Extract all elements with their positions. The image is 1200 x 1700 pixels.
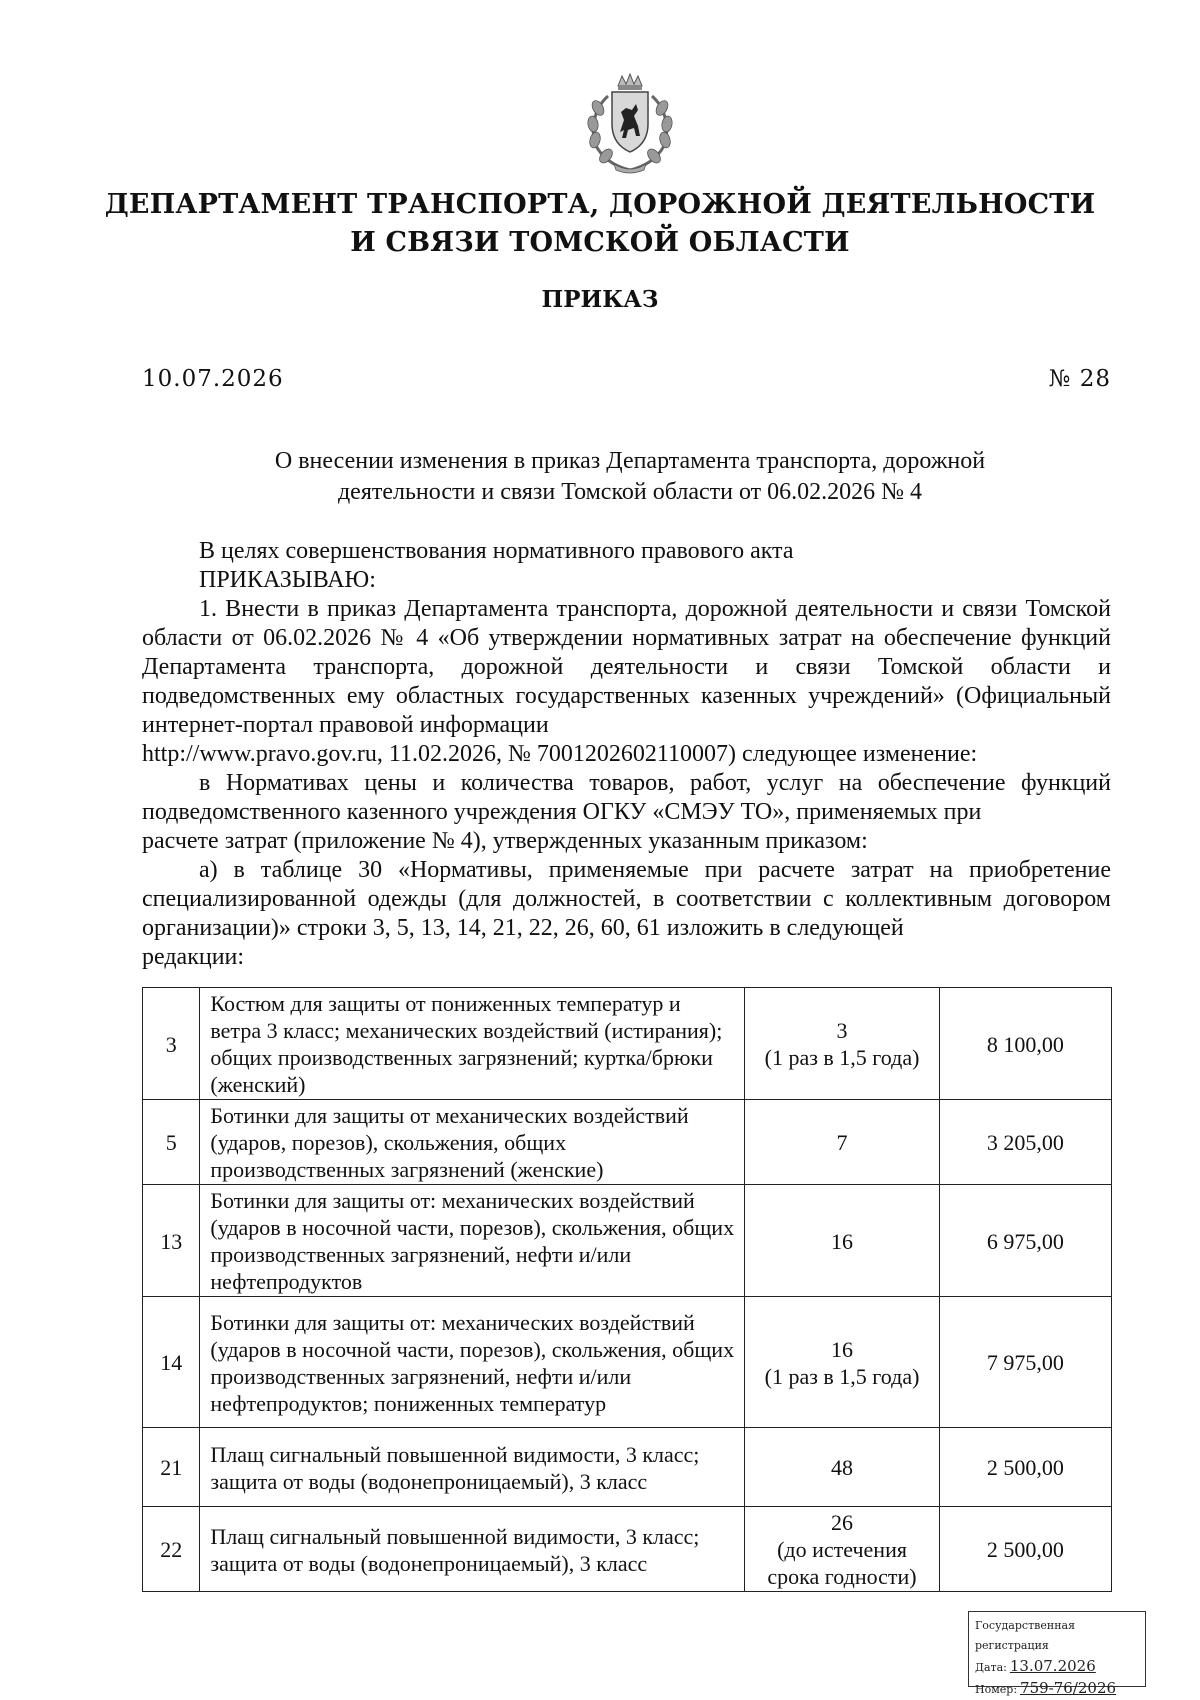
item-price: 6 975,00 — [939, 1185, 1111, 1297]
subject-line2: деятельности и связи Томской области от 06.02.2026 № 4 — [337, 479, 923, 505]
quantity-value: 3 — [836, 1018, 848, 1043]
item-name: Плащ сигнальный повышенной видимости, 3 класс; защита от воды (водонепроницаемый), 3 класс — [200, 1507, 745, 1592]
item1-last-line: http://www.pravo.gov.ru, 11.02.2026, № 7001202602110007) следующее изменение: — [142, 741, 978, 767]
item-price: 3 205,00 — [939, 1100, 1111, 1185]
item-name: Ботинки для защиты от механических воздействий (ударов, порезов), скольжения, общих производственных загрязнений (женские) — [200, 1100, 745, 1185]
item-quantity — [745, 1428, 939, 1507]
quantity-value: 7 — [836, 1130, 848, 1155]
norms-last-line: расчете затрат (приложение № 4), утвержденных указанным приказом: — [142, 828, 868, 854]
table-row — [143, 1185, 1112, 1297]
document-type: ПРИКАЗ — [541, 286, 659, 313]
item-name: Ботинки для защиты от: механических воздействий (ударов в носочной части, порезов), скольжения, общих производственных загрязнений, нефти и/или нефтепродуктов — [200, 1185, 745, 1297]
quantity-value: 26 — [831, 1510, 854, 1535]
norms-paragraph — [142, 769, 1111, 827]
department-title-line1: ДЕПАРТАМЕНТ ТРАНСПОРТА, ДОРОЖНОЙ ДЕЯТЕЛЬНОСТИ — [104, 189, 1096, 220]
item-quantity — [745, 988, 939, 1100]
item-price: 2 500,00 — [939, 1428, 1111, 1507]
registration-number-label: Номер: — [975, 1683, 1018, 1696]
item-quantity — [745, 1185, 939, 1297]
item1-text: 1. Внести в приказ Департамента транспорта, дорожной деятельности и связи Томской области от 06.02.2026 № 4 «Об утверждении нормативных затрат на обеспечение функций Департамента транспорта, дорожной деятельности и связи Томской области и подведомственных ему областных государственных казенных учреждений» (Официальный интернет-портал правовой информации — [142, 596, 1111, 738]
tomsk-region-coat-of-arms-icon — [574, 72, 686, 176]
quantity-value: 16 — [831, 1228, 854, 1254]
table30-text: а) в таблице 30 «Нормативы, применяемые при расчете затрат на приобретение специализированной одежды (для должностей, в соответствии с коллективным договором организации)» строки 3, 5, 13, 14, 21, 22, 26, 60, 61 изложить в следующей — [142, 857, 1111, 941]
order-subject — [200, 446, 1060, 508]
row-number: 5 — [143, 1100, 200, 1185]
item-quantity — [745, 1297, 939, 1428]
item-price: 2 500,00 — [939, 1507, 1111, 1592]
table-row — [143, 988, 1112, 1100]
registration-date-line — [975, 1656, 1139, 1678]
registration-date-value: 13.07.2026 — [1009, 1657, 1096, 1675]
row-number: 21 — [143, 1428, 200, 1507]
table-row — [143, 1507, 1112, 1592]
item-quantity — [745, 1100, 939, 1185]
quantity-value: 16 — [831, 1336, 854, 1362]
quantity-note: (1 раз в 1,5 года) — [764, 1045, 920, 1070]
row-number: 13 — [143, 1185, 200, 1297]
table30-paragraph — [142, 856, 1111, 943]
date-number-line — [142, 366, 1111, 392]
table-row — [143, 1100, 1112, 1185]
order-date: 10.07.2026 — [142, 366, 284, 392]
coat-of-arms-emblem — [574, 72, 686, 176]
item-name: Плащ сигнальный повышенной видимости, 3 класс; защита от воды (водонепроницаемый), 3 класс — [200, 1428, 745, 1507]
item1-paragraph — [142, 595, 1111, 740]
norms-table — [142, 987, 1112, 1592]
quantity-value: 48 — [831, 1455, 854, 1480]
table30-last-line: редакции: — [142, 944, 245, 970]
quantity-note: (1 раз в 1,5 года) — [764, 1363, 920, 1389]
table-row — [143, 1297, 1112, 1428]
item-quantity — [745, 1507, 939, 1592]
row-number: 3 — [143, 988, 200, 1100]
table-row — [143, 1428, 1112, 1507]
row-number: 14 — [143, 1297, 200, 1428]
intro-paragraph: В целях совершенствования нормативного правового акта — [199, 538, 794, 564]
registration-number-value: 759-76/2026 — [1020, 1679, 1117, 1697]
order-word: ПРИКАЗЫВАЮ: — [199, 567, 376, 593]
row-number: 22 — [143, 1507, 200, 1592]
registration-date-label: Дата: — [975, 1661, 1007, 1674]
department-title-line2: И СВЯЗИ ТОМСКОЙ ОБЛАСТИ — [350, 227, 850, 258]
registration-title: Государственная регистрация — [975, 1619, 1076, 1652]
order-body — [142, 537, 1111, 972]
department-title — [0, 186, 1200, 262]
norms-text: в Нормативах цены и количества товаров, работ, услуг на обеспечение функций подведомственного казенного учреждения ОГКУ «СМЭУ ТО», применяемых при — [142, 770, 1111, 825]
item-price: 7 975,00 — [939, 1297, 1111, 1428]
quantity-note: (до истечения срока годности) — [767, 1537, 917, 1589]
registration-stamp — [968, 1611, 1146, 1697]
order-number: № 28 — [1048, 366, 1111, 392]
item-name: Костюм для защиты от пониженных температур и ветра 3 класс; механических воздействий (истирания); общих производственных загрязнений; куртка/брюки (женский) — [200, 988, 745, 1100]
item-name: Ботинки для защиты от: механических воздействий (ударов в носочной части, порезов), скольжения, общих производственных загрязнений, нефти и/или нефтепродуктов; пониженных температур — [200, 1297, 745, 1428]
subject-line1: О внесении изменения в приказ Департамента транспорта, дорожной — [274, 448, 986, 474]
item-price: 8 100,00 — [939, 988, 1111, 1100]
